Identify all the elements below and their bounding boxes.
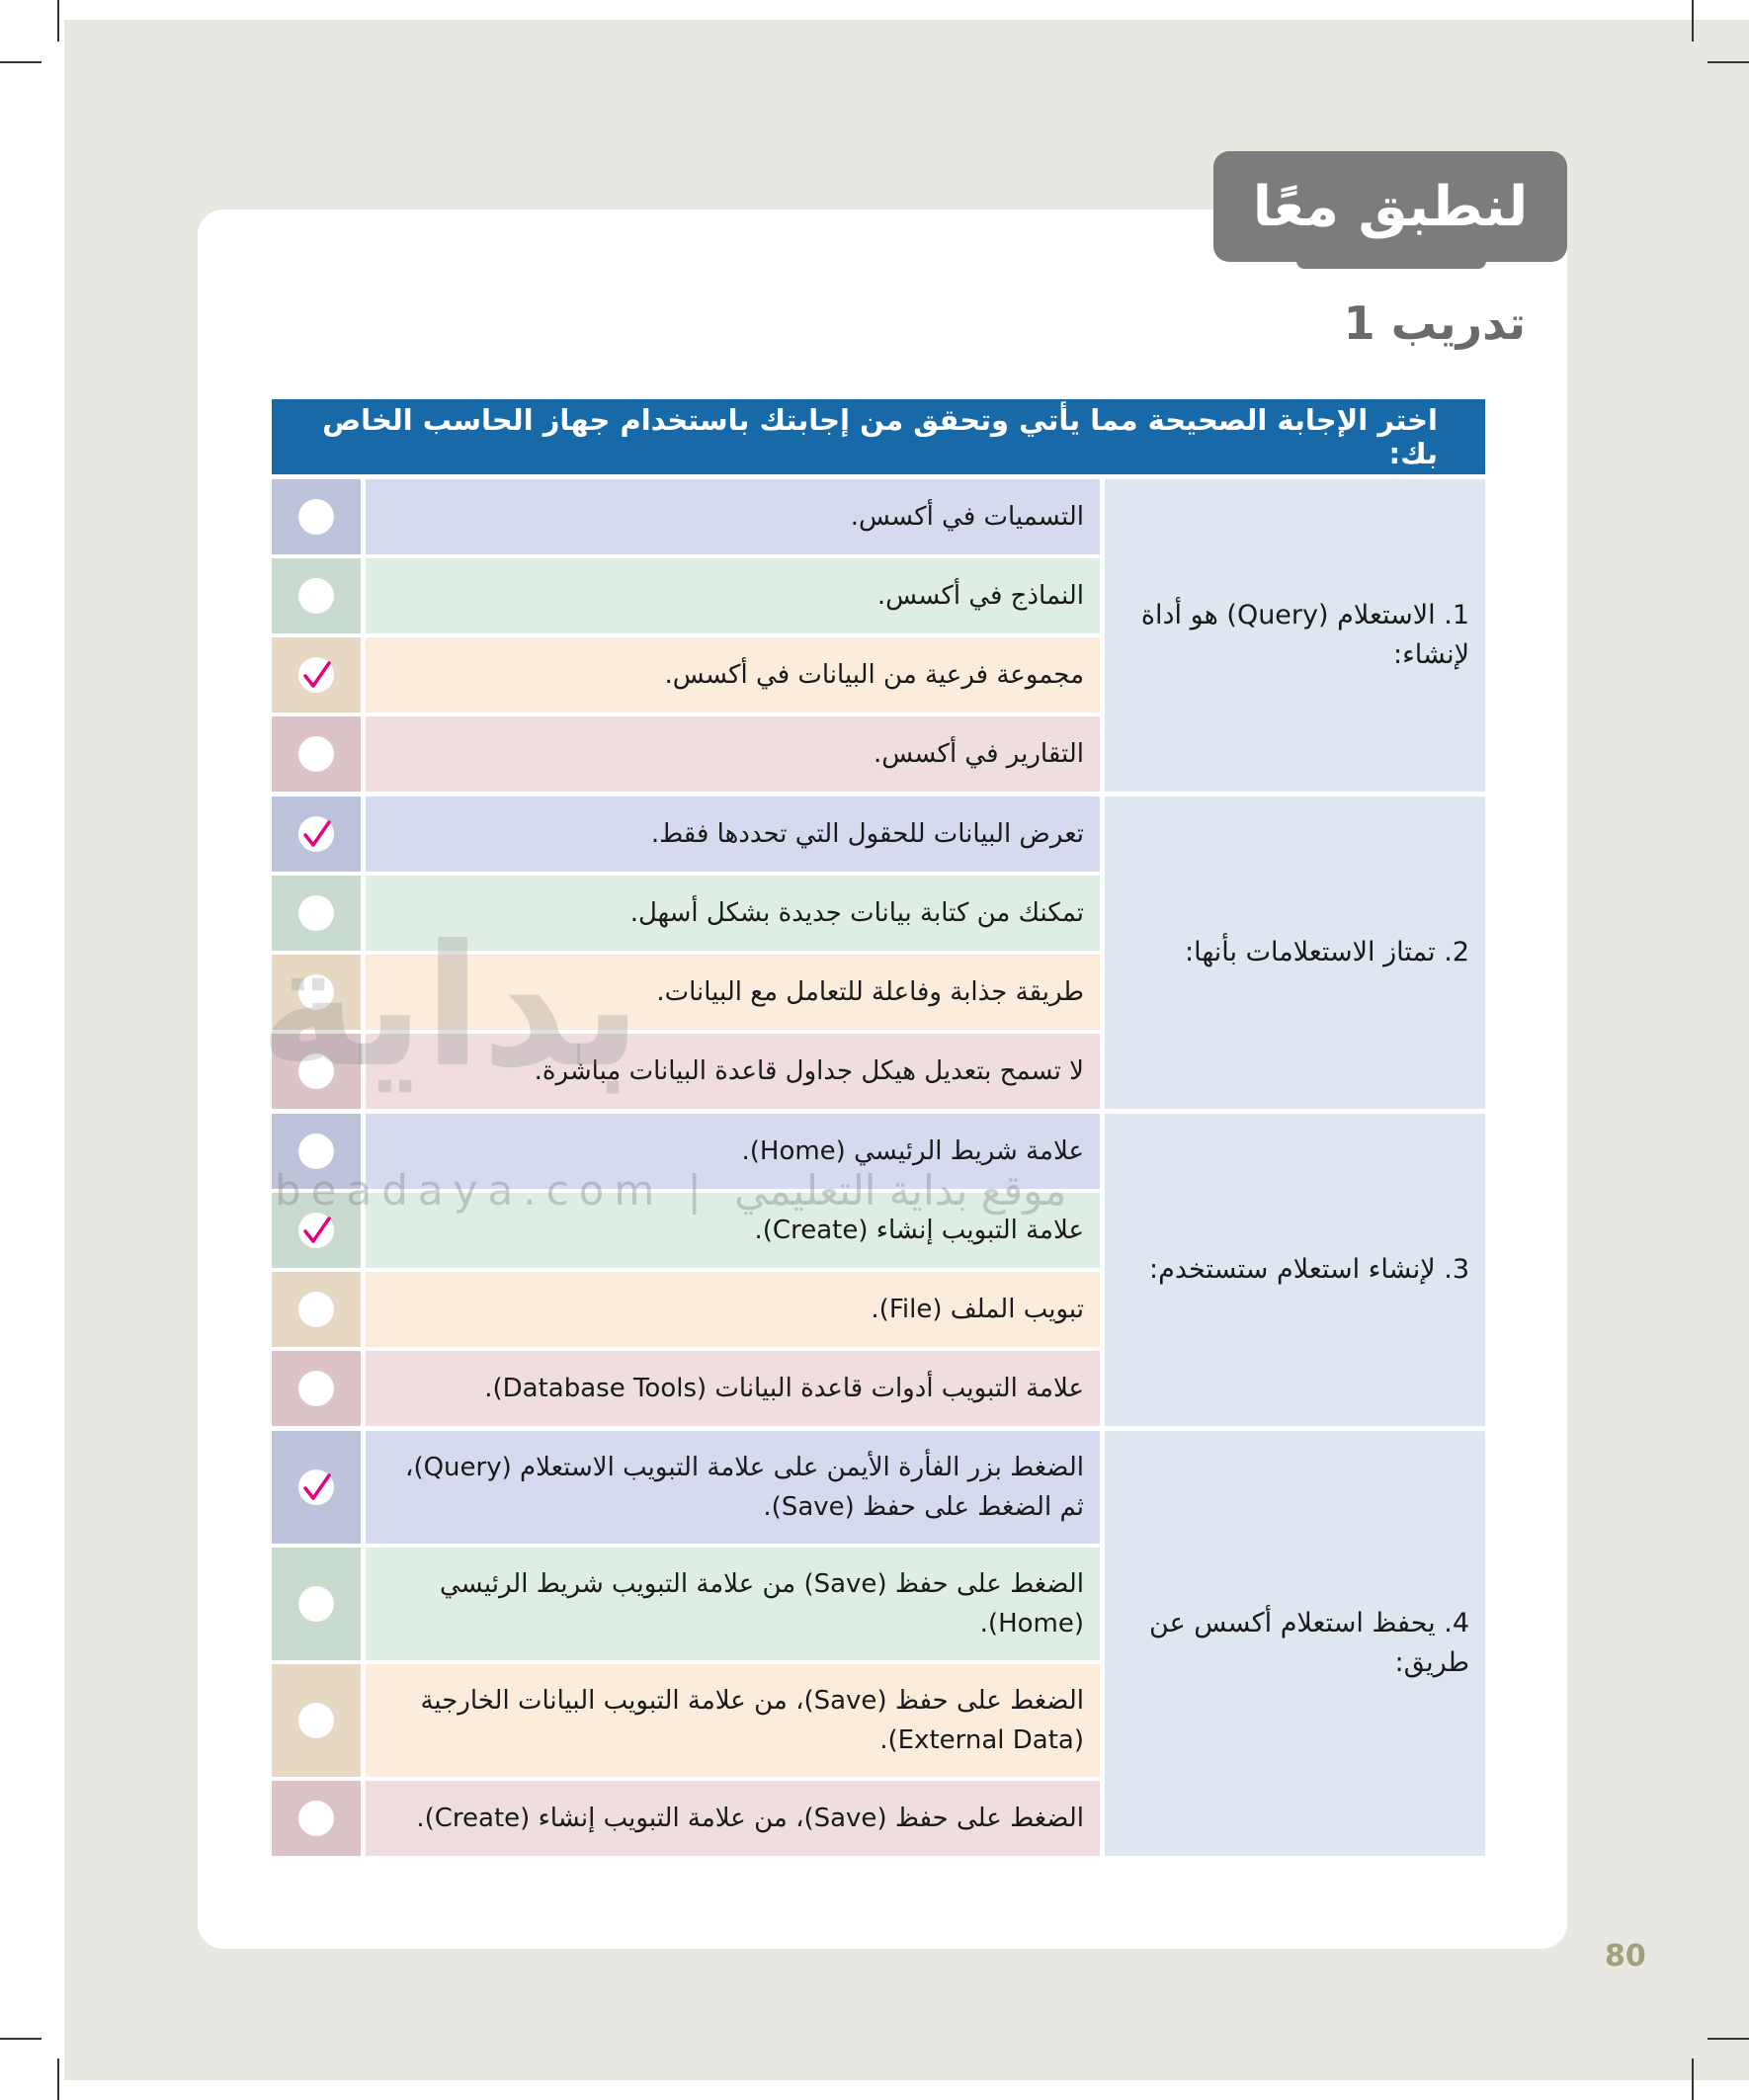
crop-mark xyxy=(1692,2058,1694,2100)
options-list xyxy=(272,1431,1100,1856)
option-row xyxy=(272,1351,1100,1426)
option-selector[interactable] xyxy=(272,479,361,554)
crop-mark xyxy=(1692,0,1694,42)
watermark-logo: بداية xyxy=(259,909,642,1105)
radio-circle-icon[interactable] xyxy=(298,499,334,535)
option-selector[interactable] xyxy=(272,1431,361,1544)
options-list xyxy=(272,1114,1100,1426)
option-row xyxy=(272,637,1100,713)
crop-mark xyxy=(0,61,42,63)
option-text: علامة التبويب أدوات قاعدة البيانات (Database Tools). xyxy=(366,1351,1100,1426)
checkmark-icon[interactable] xyxy=(298,1213,334,1248)
option-row xyxy=(272,797,1100,872)
question-text: 3. لإنشاء استعلام ستستخدم: xyxy=(1105,1114,1485,1426)
option-text: التسميات في أكسس. xyxy=(366,479,1100,554)
option-selector[interactable] xyxy=(272,558,361,633)
question-text: 2. تمتاز الاستعلامات بأنها: xyxy=(1105,797,1485,1109)
question-group xyxy=(272,479,1485,792)
option-text: الضغط على حفظ (Save)، من علامة التبويب إنشاء (Create). xyxy=(366,1781,1100,1856)
radio-circle-icon[interactable] xyxy=(298,1292,334,1327)
exercise-table xyxy=(272,399,1485,1856)
radio-circle-icon[interactable] xyxy=(298,1371,334,1406)
radio-circle-icon[interactable] xyxy=(298,736,334,772)
question-group xyxy=(272,1431,1485,1856)
option-text: الضغط على حفظ (Save)، من علامة التبويب البيانات الخارجية (External Data). xyxy=(366,1664,1100,1777)
question-text: 4. يحفظ استعلام أكسس عن طريق: xyxy=(1105,1431,1485,1856)
option-row xyxy=(272,1664,1100,1777)
checkmark-icon[interactable] xyxy=(298,1470,334,1505)
option-selector[interactable] xyxy=(272,1781,361,1856)
crop-mark xyxy=(1707,61,1749,63)
option-selector[interactable] xyxy=(272,637,361,713)
option-text: علامة التبويب إنشاء (Create). xyxy=(366,1193,1100,1268)
option-selector[interactable] xyxy=(272,1272,361,1347)
radio-circle-icon[interactable] xyxy=(298,578,334,614)
option-selector[interactable] xyxy=(272,797,361,872)
crop-mark xyxy=(1707,2038,1749,2040)
checkmark-icon[interactable] xyxy=(298,657,334,693)
option-text: تبويب الملف (File). xyxy=(366,1272,1100,1347)
option-selector[interactable] xyxy=(272,1664,361,1777)
option-selector[interactable] xyxy=(272,1548,361,1660)
option-text: الضغط على حفظ (Save) من علامة التبويب شريط الرئيسي (Home). xyxy=(366,1548,1100,1660)
option-row xyxy=(272,1781,1100,1856)
option-text: مجموعة فرعية من البيانات في أكسس. xyxy=(366,637,1100,713)
option-selector[interactable] xyxy=(272,716,361,792)
option-row xyxy=(272,479,1100,554)
checkmark-icon[interactable] xyxy=(298,816,334,852)
option-text: الضغط بزر الفأرة الأيمن على علامة التبويب الاستعلام (Query)، ثم الضغط على حفظ (Save). xyxy=(366,1431,1100,1544)
radio-circle-icon[interactable] xyxy=(298,1703,334,1738)
radio-circle-icon[interactable] xyxy=(298,1801,334,1836)
option-row xyxy=(272,716,1100,792)
question-text: 1. الاستعلام (Query) هو أداة لإنشاء: xyxy=(1105,479,1485,792)
question-group xyxy=(272,1114,1485,1426)
option-selector[interactable] xyxy=(272,1351,361,1426)
option-text: تعرض البيانات للحقول التي تحددها فقط. xyxy=(366,797,1100,872)
crop-mark xyxy=(57,2058,59,2100)
radio-circle-icon[interactable] xyxy=(298,1586,334,1622)
page-number: 80 xyxy=(1605,1939,1646,1974)
option-text: التقارير في أكسس. xyxy=(366,716,1100,792)
watermark-site: beadaya.com | موقع بداية التعليمي xyxy=(275,1166,1067,1215)
crop-mark xyxy=(57,0,59,42)
crop-mark xyxy=(0,2038,42,2040)
banner-title: لنطبق معًا xyxy=(1213,151,1567,262)
option-row xyxy=(272,1431,1100,1544)
option-row xyxy=(272,1272,1100,1347)
section-title: تدريب 1 xyxy=(1343,296,1526,350)
instruction-header: اختر الإجابة الصحيحة مما يأتي وتحقق من إجابتك باستخدام جهاز الحاسب الخاص بك: xyxy=(272,399,1485,474)
radio-circle-icon[interactable] xyxy=(298,1134,334,1169)
option-row xyxy=(272,1548,1100,1660)
option-text: النماذج في أكسس. xyxy=(366,558,1100,633)
option-text: لا تسمح بتعديل هيكل جداول قاعدة البيانات مباشرة. xyxy=(366,1034,1100,1109)
options-list xyxy=(272,479,1100,792)
option-text: طريقة جذابة وفاعلة للتعامل مع البيانات. xyxy=(366,955,1100,1030)
option-row xyxy=(272,558,1100,633)
option-text: تمكنك من كتابة بيانات جديدة بشكل أسهل. xyxy=(366,876,1100,951)
option-text: علامة شريط الرئيسي (Home). xyxy=(366,1114,1100,1189)
